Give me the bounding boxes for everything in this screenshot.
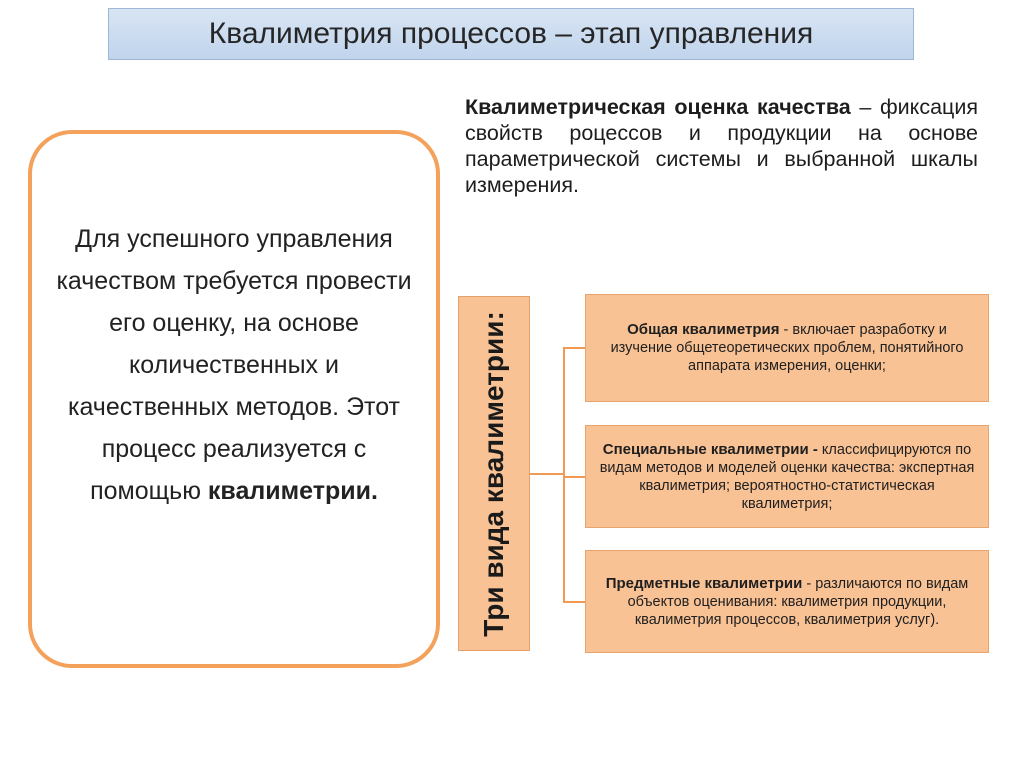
type-desc: классифицируются по видам методов и моделей оценки качества: экспертная квалиметрия; вероятностно-статистическая квалиметрия; [599,441,975,512]
connector-branch-3 [563,601,585,603]
connector-spine [563,347,565,603]
definition-paragraph [465,94,978,198]
type-separator: - [802,575,816,592]
definition-term: Квалиметрическая оценка качества [465,95,851,119]
type-box-general [585,294,989,402]
connector-branch-2 [563,476,585,478]
type-separator: - [779,322,793,338]
slide-title-bar [108,8,914,60]
type-box-subject [585,550,989,653]
connector-branch-1 [563,347,585,349]
types-heading-box [458,296,530,651]
types-heading: Три вида квалиметрии: [478,310,509,637]
definition-text: – фиксация свойств роцессов и продукции на основе параметрической системы и выбранной шкалы измерения. [465,95,978,197]
type-box-special [585,425,989,528]
intro-text: Для успешного управления качеством требуется провести его оценку, на основе количественных и качественных методов. Этот процесс реализуется с помощью [56,225,412,505]
intro-card [28,130,440,668]
type-name: Специальные квалиметрии - [602,440,818,458]
type-desc: различаются по видам объектов оценивания: квалиметрия продукции, квалиметрия процессов, квалиметрия услуг). [627,575,969,628]
intro-text-bold: квалиметрии. [207,477,378,505]
type-desc: включает разработку и изучение общетеоретических проблем, понятийного аппарата измерения, оценки; [610,322,964,374]
connector-stem [530,473,564,475]
type-name: Общая квалиметрия [627,321,780,338]
intro-card-text [32,218,436,512]
type-name: Предметные квалиметрии [605,574,803,592]
slide-title: Квалиметрия процессов – этап управления [208,17,814,50]
